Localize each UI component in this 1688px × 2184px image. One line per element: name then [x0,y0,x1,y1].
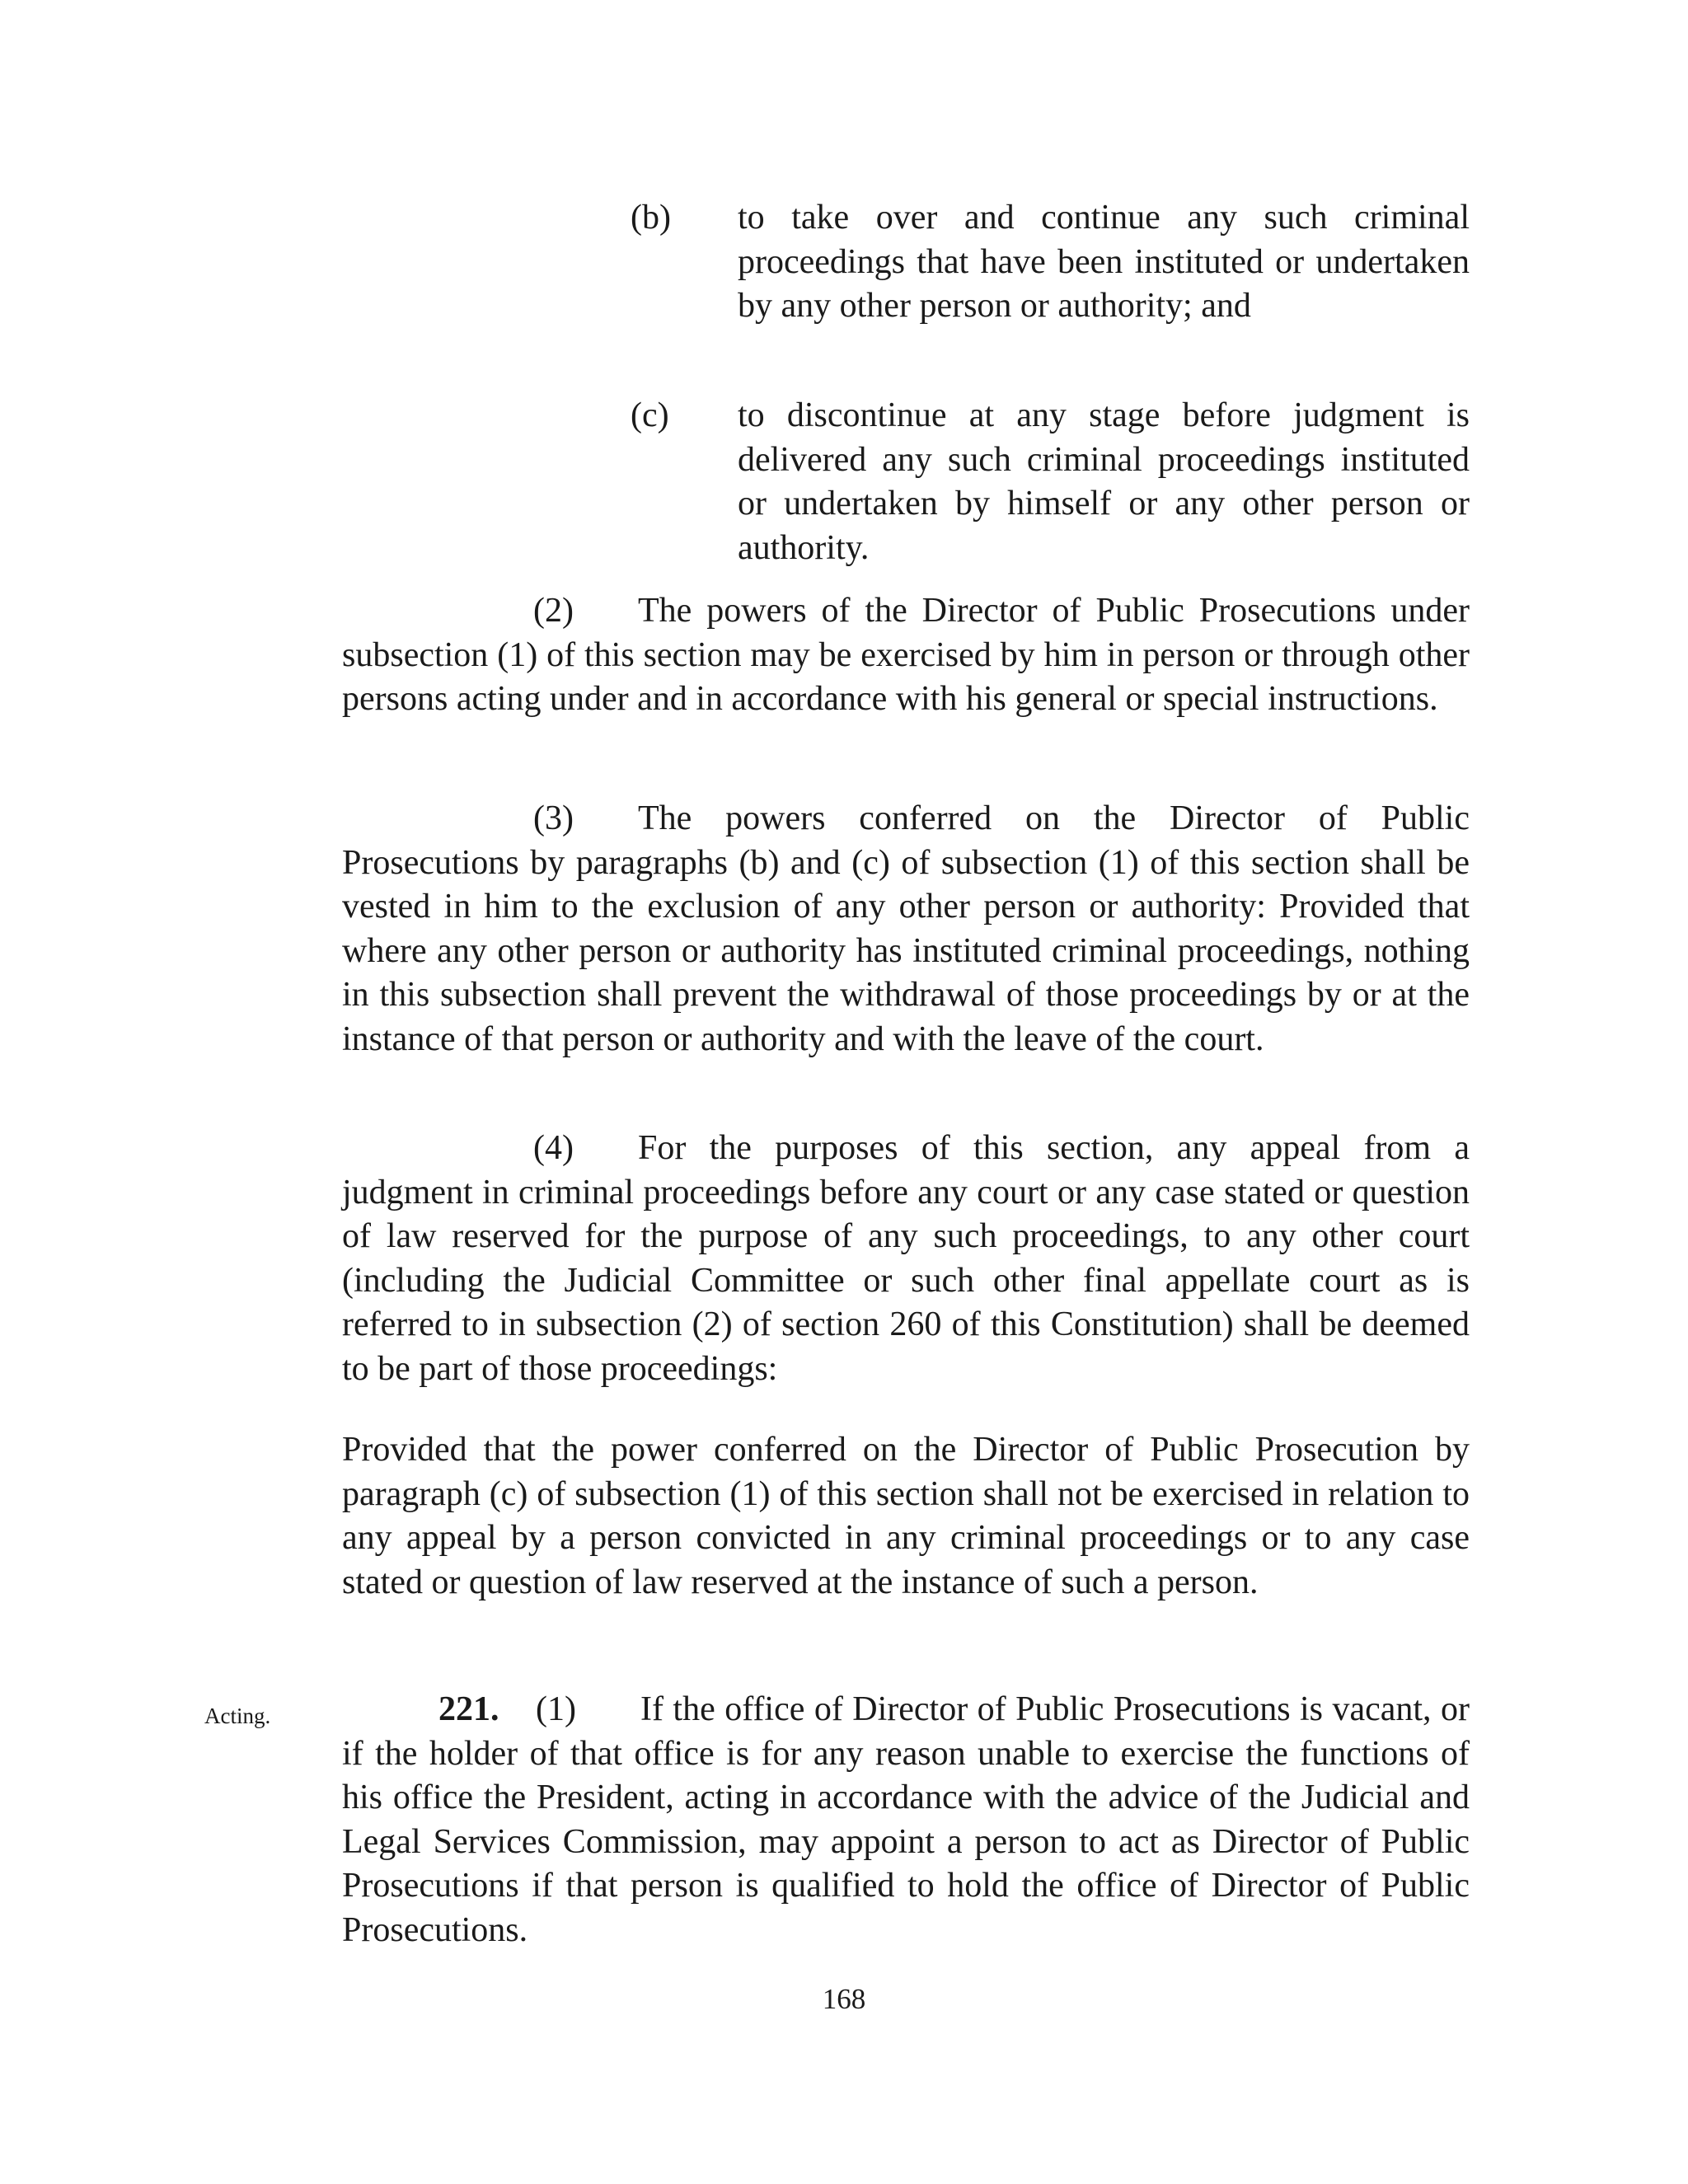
paragraph-label: (c) [631,396,669,434]
section-text: If the office of Director of Public Prosecutions is vacant, or if the holder of that office is for any reason unable to exercise the functions of his office the President, acting in accordance with the advice of the Judicial and Legal Services Commission, may appoint a person to act as Director of Public Prosecutions if that person is qualified to hold the office of Director of Public Prosecutions. [342,1690,1470,1949]
paragraph-text: to take over and continue any such criminal proceedings that have been instituted or undertaken by any other person or authority; and [738,199,1470,325]
subsection-text: For the purposes of this section, any appeal from a judgment in criminal proceedings before any court or any case stated or question of law reserved for the purpose of any such proceedings, to any other court (including the Judicial Committee or such other final appellate court as is referred to in subsection (2) of section 260 of this Constitution) shall be deemed to be part of those proceedings: [342,1129,1470,1388]
subsection-number: (4) [533,1129,574,1167]
subsection-number: (1) [536,1690,576,1728]
subsection-number: (3) [533,799,574,837]
margin-note: Acting. [204,1704,271,1728]
paragraph-c [631,394,1470,570]
subsection-2 [342,589,1470,722]
paragraph-text: to discontinue at any stage before judgment is delivered any such criminal proceedings instituted or undertaken by himself or any other person or authority. [738,396,1470,567]
subsection-number: (2) [533,592,574,630]
proviso-paragraph: Provided that the power conferred on the Director of Public Prosecution by paragraph (c) of subsection (1) of this section shall not be exercised in relation to any appeal by a person convicted in any criminal proceedings or to any case stated or question of law reserved at the instance of such a person. [342,1431,1470,1601]
paragraph-b [631,196,1470,329]
subsection-3 [342,797,1470,1062]
page-number: 168 [822,1983,866,2015]
subsection-text: The powers of the Director of Public Prosecutions under subsection (1) of this section may be exercised by him in person or through other persons acting under and in accordance with his general or special instructions. [342,592,1470,718]
paragraph-label: (b) [631,199,671,237]
subsection-text: The powers conferred on the Director of Public Prosecutions by paragraphs (b) and (c) of subsection (1) of this section shall be vested in him to the exclusion of any other person or authority: Provided that where any other person or authority has instituted criminal proceedings, nothing in this subsection shall prevent the withdrawal of those proceedings by or at the instance of that person or authority and with the leave of the court. [342,799,1470,1058]
section-221 [342,1688,1470,1952]
section-number: 221. [438,1690,499,1728]
subsection-4 [342,1127,1470,1391]
